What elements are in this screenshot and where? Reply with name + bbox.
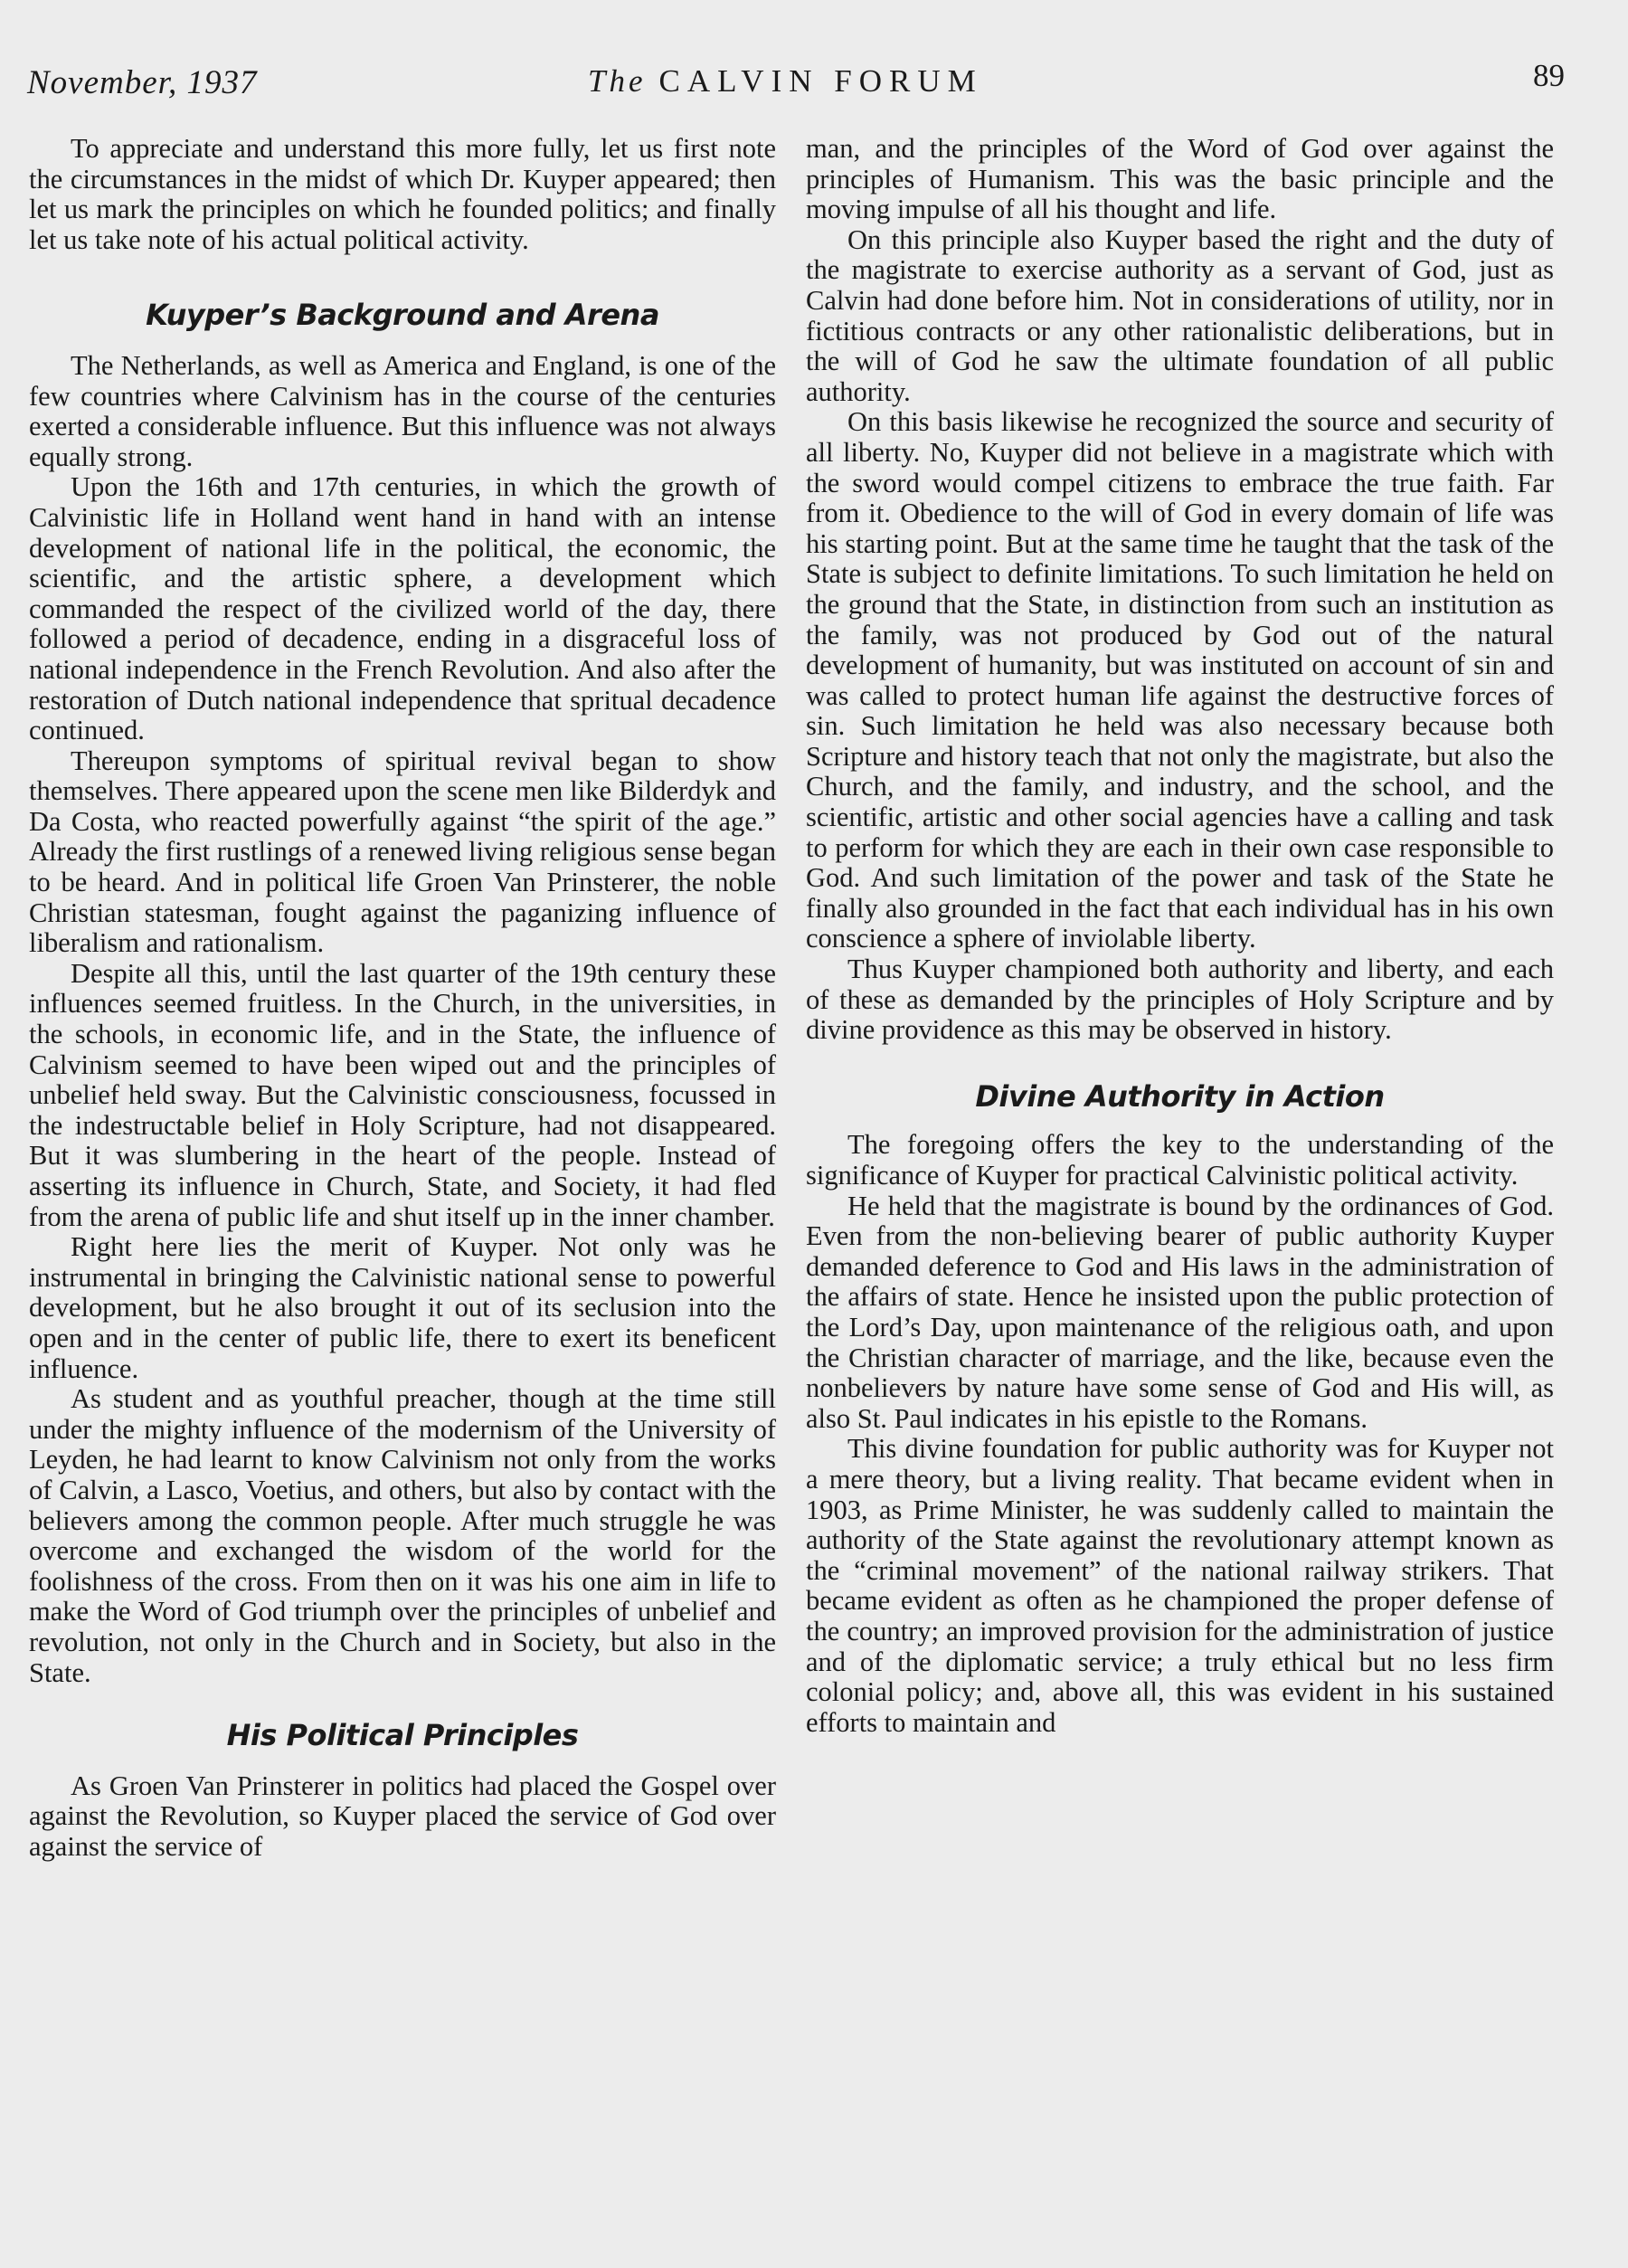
paragraph: To appreciate and understand this more fully, let us first note the circumstances in the midst of which Dr. Kuyper appeared; then let us mark the principles on which he founded politics; and finally let us take note of his actual political activity. bbox=[29, 133, 776, 255]
paragraph: He held that the magistrate is bound by the ordinances of God. Even from the non-believing bearer of public authority Kuyper demanded deference to God and His laws in the administration of the affairs of state. Hence he insisted upon the public protection of the Lord’s Day, upon maintenance of the religious oath, and upon the Christian character of marriage, and the like, because even the nonbelievers by nature have some sense of God and His will, as also St. Paul indicates in his epistle to the Romans. bbox=[806, 1190, 1554, 1434]
paragraph: man, and the principles of the Word of God over against the principles of Humanism. This was the basic principle and the moving impulse of all his thought and life. bbox=[806, 133, 1554, 225]
section-heading: His Political Principles bbox=[226, 1718, 579, 1753]
paragraph: On this principle also Kuyper based the right and the duty of the magistrate to exercise authority as a servant of God, just as Calvin had done before him. Not in considerations of utility, nor in fictitious contracts or any other rationalistic deliberations, but in the will of God he saw the ultimate foundation of all public authority. bbox=[806, 223, 1554, 407]
paragraph: Upon the 16th and 17th centuries, in which the growth of Calvinistic life in Holland went hand in hand with an intense development of national life in the political, the economic, the scientific, and the artistic sphere, a development which commanded the respect of the civilized world of the day, there followed a period of decadence, ending in a disgraceful loss of national independence in the French Revolution. And also after the restoration of Dutch national independence that spritual decadence continued. bbox=[29, 471, 776, 746]
journal-title-the: The bbox=[588, 63, 647, 99]
paragraph: As Groen Van Prinsterer in politics had placed the Gospel over against the Revolution, so Kuyper placed the service of God over against the service of bbox=[29, 1770, 776, 1862]
paragraph: The Netherlands, as well as America and England, is one of the few countries where Calvinism has in the course of the centuries exerted a considerable influence. But this influence was not always equally strong. bbox=[29, 349, 776, 472]
paragraph: On this basis likewise he recognized the source and security of all liberty. No, Kuyper did not believe in a magistrate which with the sword would compel citizens to embrace the true faith. Far from it. Obedience to the will of God in every domain of life was his starting point. But at the same time he taught that the task of the State is subject to definite limitations. To such limitation he held on the ground that the State, in distinction from such an institution as the family, was not produced by God out of the natural development of humanity, but was instituted on account of sin and was called to protect human life against the destructive forces of sin. Such limitation he held was also necessary because both Scripture and history teach that not only the magistrate, but also the Church, and the family, and industry, and the school, and the scientific, artistic and other social agencies have a calling and task to perform for which they are each in their own case responsible to God. And such limitation of the power and task of the State he finally also grounded in the fact that each individual has in his own conscience a sphere of inviolable liberty. bbox=[806, 406, 1554, 954]
paragraph: This divine foundation for public authority was for Kuyper not a mere theory, but a living reality. That became evident when in 1903, as Prime Minister, he was suddenly called to maintain the authority of the State against the revolutionary attempt known as the “criminal movement” of the national railway strikers. That became evident as often as he championed the proper defense of the country; an improved provision for the administration of justice and of the diplomatic service; a truly ethical but no less firm colonial policy; and, above all, this was evident in his sustained efforts to maintain and bbox=[806, 1433, 1554, 1738]
paragraph: Thus Kuyper championed both authority and liberty, and each of these as demanded by the principles of Holy Scripture and by divine providence as this may be observed in history. bbox=[806, 954, 1554, 1046]
page-number: 89 bbox=[1533, 58, 1565, 93]
journal-title-name: CALVIN FORUM bbox=[658, 63, 983, 99]
journal-title bbox=[588, 63, 983, 100]
paragraph: Despite all this, until the last quarter of the 19th century these influences seemed fruitless. In the Church, in the universities, in the schools, in economic life, and in the State, the influence of Calvinism seemed to have been wiped out and the principles of unbelief held sway. But the Calvinistic consciousness, focussed in the indestructable belief in Holy Scripture, had not disappeared. But it was slumbering in the heart of the people. Instead of asserting its influence in Church, State, and Society, it had fled from the arena of public life and shut itself up in the inner chamber. bbox=[29, 957, 776, 1232]
left-column bbox=[29, 134, 776, 1862]
issue-date: November, 1937 bbox=[27, 64, 258, 101]
section-heading: Kuyper’s Background and Arena bbox=[146, 298, 659, 333]
paragraph: Right here lies the merit of Kuyper. Not only was he instrumental in bringing the Calvinistic national sense to powerful development, but he also brought it out of its seclusion into the open and in the center of public life, there to exert its beneficent influence. bbox=[29, 1231, 776, 1384]
page-header bbox=[27, 58, 1565, 118]
right-column bbox=[806, 134, 1554, 1738]
section-heading: Divine Authority in Action bbox=[975, 1078, 1385, 1114]
paragraph: As student and as youthful preacher, though at the time still under the mighty influence of the modernism of the University of Leyden, he had learnt to know Calvinism not only from the works of Calvin, a Lasco, Voetius, and others, but also by contact with the believers among the common people. After much struggle he was overcome and exchanged the wisdom of the world for the foolishness of the cross. From then on it was his one aim in life to make the Word of God triumph over the principles of unbelief and revolution, not only in the Church and in Society, but also in the State. bbox=[29, 1383, 776, 1688]
paragraph: Thereupon symptoms of spiritual revival began to show themselves. There appeared upon the scene men like Bilderdyk and Da Costa, who reacted powerfully against “the spirit of the age.” Already the first rustlings of a renewed living religious sense began to be heard. And in political life Groen Van Prinsterer, the noble Christian statesman, fought against the paganizing influence of liberalism and rationalism. bbox=[29, 745, 776, 959]
paragraph: The foregoing offers the key to the understanding of the significance of Kuyper for practical Calvinistic political activity. bbox=[806, 1129, 1554, 1191]
